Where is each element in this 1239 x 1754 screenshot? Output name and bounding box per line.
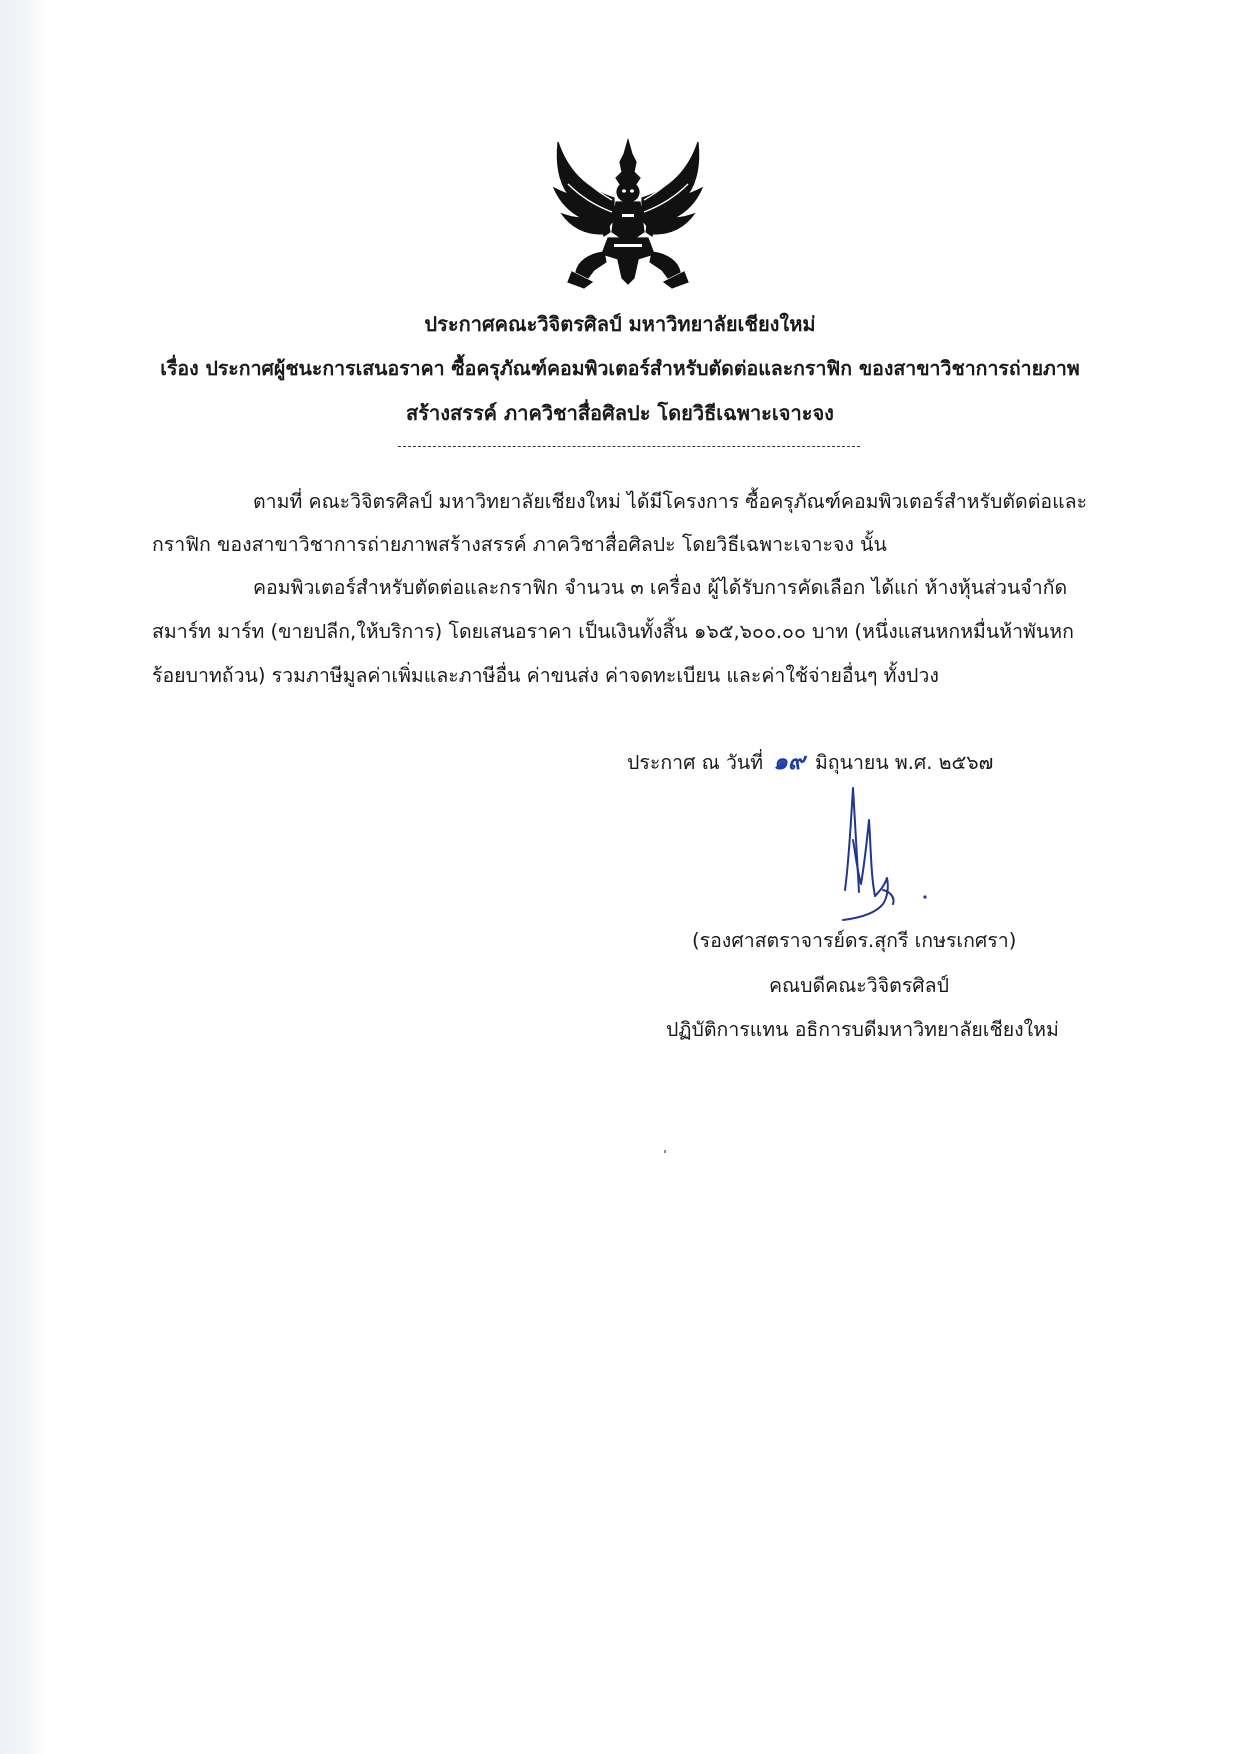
title-divider (398, 446, 860, 447)
garuda-emblem-icon (548, 132, 708, 294)
announcement-title: ประกาศคณะวิจิตรศิลป์ มหาวิทยาลัยเชียงใหม่ (424, 312, 816, 336)
announcement-date (627, 744, 993, 780)
body-line: ร้อยบาทถ้วน) รวมภาษีมูลค่าเพิ่มและภาษีอื่น ค่าขนส่ง ค่าจดทะเบียน และค่าใช้จ่ายอื่นๆ ทั้งปวง (152, 664, 939, 687)
date-suffix: มิถุนายน พ.ศ. ๒๕๖๗ (814, 751, 994, 774)
handwritten-signature (835, 780, 945, 930)
announcement-subject-line-1: เรื่อง ประกาศผู้ชนะการเสนอราคา ซื้อครุภัณฑ์คอมพิวเตอร์สำหรับตัดต่อและกราฟิก ของสาขาวิชาการถ่ายภาพ (160, 357, 1080, 380)
date-day-handwritten: ๑๙ (773, 748, 805, 775)
date-prefix: ประกาศ ณ วันที่ (627, 751, 764, 774)
signer-position: คณบดีคณะวิจิตรศิลป์ (769, 974, 950, 997)
announcement-subject-line-2: สร้างสรรค์ ภาควิชาสื่อศิลปะ โดยวิธีเฉพาะเจาะจง (406, 401, 834, 425)
scan-speck (664, 1150, 666, 1153)
body-line: กราฟิก ของสาขาวิชาการถ่ายภาพสร้างสรรค์ ภาควิชาสื่อศิลปะ โดยวิธีเฉพาะเจาะจง นั้น (152, 533, 887, 556)
body-line: สมาร์ท มาร์ท (ขายปลีก,ให้บริการ) โดยเสนอราคา เป็นเงินทั้งสิ้น ๑๖๕,๖๐๐.๐๐ บาท (หนึ่งแสนหกหมื่นห้าพันหก (152, 620, 1074, 643)
signer-acting-position: ปฏิบัติการแทน อธิการบดีมหาวิทยาลัยเชียงใหม่ (666, 1018, 1059, 1041)
body-line: ตามที่ คณะวิจิตรศิลป์ มหาวิทยาลัยเชียงใหม่ ได้มีโครงการ ซื้อครุภัณฑ์คอมพิวเตอร์สำหรับตัดต่อและ (253, 490, 1088, 513)
body-line: คอมพิวเตอร์สำหรับตัดต่อและกราฟิก จำนวน ๓ เครื่อง ผู้ได้รับการคัดเลือก ได้แก่ ห้างหุ้นส่วนจำกัด (253, 576, 1068, 599)
signer-name: (รองศาสตราจารย์ดร.สุกรี เกษรเกศรา) (692, 929, 1017, 952)
